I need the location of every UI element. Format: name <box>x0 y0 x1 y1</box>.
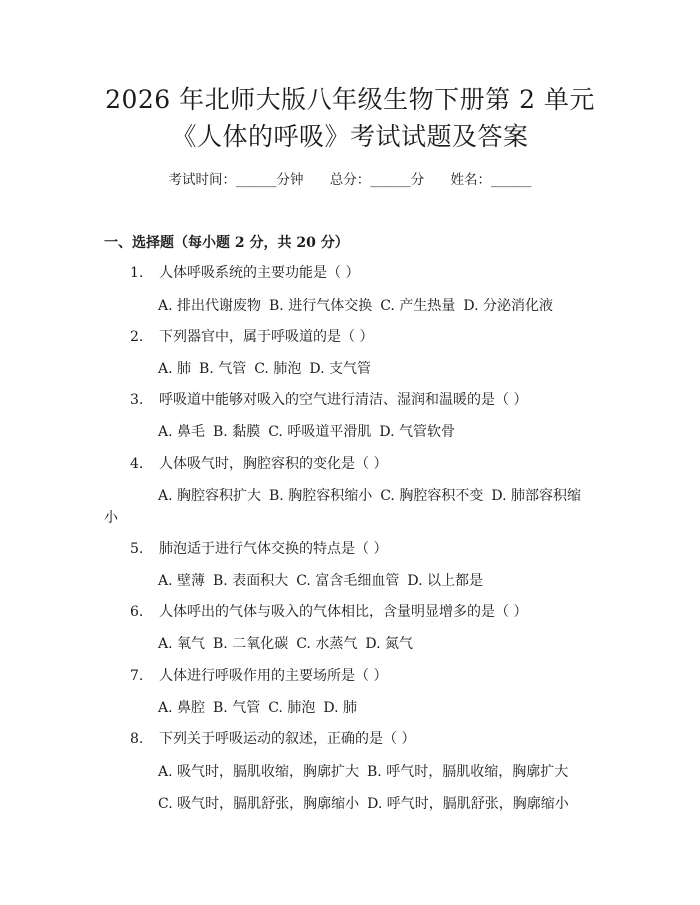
option-d: D. 以上都是 <box>407 573 483 589</box>
question-8 <box>130 728 415 748</box>
option-a: A. 肺 <box>158 361 192 377</box>
option-b: B. 表面积大 <box>213 573 289 589</box>
question-number: 3. <box>130 392 144 408</box>
question-text: 下列器官中，属于呼吸道的是（ ） <box>159 329 374 345</box>
student-name-field: 姓名：______ <box>450 172 532 188</box>
exam-info-line <box>0 168 700 188</box>
option-b: B. 二氧化碳 <box>213 636 289 652</box>
option-c: C. 吸气时，膈肌舒张，胸廓缩小 <box>158 796 360 812</box>
option-c: C. 呼吸道平滑肌 <box>268 424 372 440</box>
option-a: A. 排出代谢废物 <box>158 298 262 314</box>
option-b: B. 进行气体交换 <box>269 298 373 314</box>
option-d: D. 支气管 <box>309 361 371 377</box>
question-number: 6. <box>130 604 144 620</box>
option-c: C. 肺泡 <box>268 700 316 716</box>
total-score-field: 总分：______分 <box>329 172 425 188</box>
option-b: B. 气管 <box>199 361 247 377</box>
question-number: 8. <box>130 731 144 747</box>
option-a: A. 胸腔容积扩大 <box>158 488 262 504</box>
question-1 <box>130 262 359 282</box>
question-text: 人体呼出的气体与吸入的气体相比，含量明显增多的是（ ） <box>159 604 528 620</box>
question-4-option-wrap: 小 <box>104 510 118 526</box>
option-c: C. 肺泡 <box>254 361 302 377</box>
question-text: 肺泡适于进行气体交换的特点是（ ） <box>159 541 388 557</box>
question-3 <box>130 389 527 409</box>
question-text: 呼吸道中能够对吸入的空气进行清洁、湿润和温暖的是（ ） <box>159 392 528 408</box>
section-heading-choice: 一、选择题（每小题 2 分，共 20 分） <box>104 235 349 251</box>
option-a: A. 鼻腔 <box>158 700 206 716</box>
exam-title-line2: 《人体的呼吸》考试试题及答案 <box>171 122 529 151</box>
question-number: 1. <box>130 265 144 281</box>
option-d: D. 肺 <box>323 700 357 716</box>
option-c: C. 水蒸气 <box>296 636 358 652</box>
question-4 <box>130 453 387 473</box>
option-a: A. 壁薄 <box>158 573 206 589</box>
option-b: B. 黏膜 <box>213 424 261 440</box>
question-3-options <box>158 421 463 441</box>
option-a: A. 吸气时，膈肌收缩，胸廓扩大 <box>158 764 360 780</box>
question-text: 人体呼吸系统的主要功能是（ ） <box>159 265 360 281</box>
question-text: 人体吸气时，胸腔容积的变化是（ ） <box>159 456 388 472</box>
question-number: 2. <box>130 329 144 345</box>
option-c: C. 胸腔容积不变 <box>380 488 484 504</box>
option-c: C. 富含毛细血管 <box>296 573 400 589</box>
exam-title-line1: 2026 年北师大版八年级生物下册第 2 单元 <box>105 85 595 114</box>
exam-time-field: 考试时间：______分钟 <box>168 172 304 188</box>
question-7 <box>130 665 387 685</box>
question-6 <box>130 601 527 621</box>
option-a: A. 氧气 <box>158 636 206 652</box>
question-2 <box>130 326 373 346</box>
question-4-options <box>158 485 589 505</box>
question-5 <box>130 538 387 558</box>
question-5-options <box>158 570 491 590</box>
option-d: D. 分泌消化液 <box>463 298 553 314</box>
option-d: D. 气管软骨 <box>379 424 455 440</box>
option-d: D. 肺部容积缩 <box>491 488 581 504</box>
question-number: 5. <box>130 541 144 557</box>
option-c: C. 产生热量 <box>380 298 456 314</box>
question-text: 人体进行呼吸作用的主要场所是（ ） <box>159 668 388 684</box>
option-d: D. 氮气 <box>365 636 413 652</box>
option-d: D. 呼气时，膈肌舒张，胸廓缩小 <box>367 796 569 812</box>
question-number: 7. <box>130 668 144 684</box>
option-b: B. 气管 <box>213 700 261 716</box>
question-8-options-row1 <box>158 761 576 781</box>
option-b: B. 呼气时，膈肌收缩，胸廓扩大 <box>367 764 569 780</box>
question-number: 4. <box>130 456 144 472</box>
question-text: 下列关于呼吸运动的叙述，正确的是（ ） <box>159 731 416 747</box>
question-6-options <box>158 633 421 653</box>
question-2-options <box>158 358 379 378</box>
question-1-options <box>158 295 561 315</box>
question-8-options-row2 <box>158 793 577 813</box>
option-a: A. 鼻毛 <box>158 424 206 440</box>
question-7-options <box>158 697 365 717</box>
option-b: B. 胸腔容积缩小 <box>269 488 373 504</box>
